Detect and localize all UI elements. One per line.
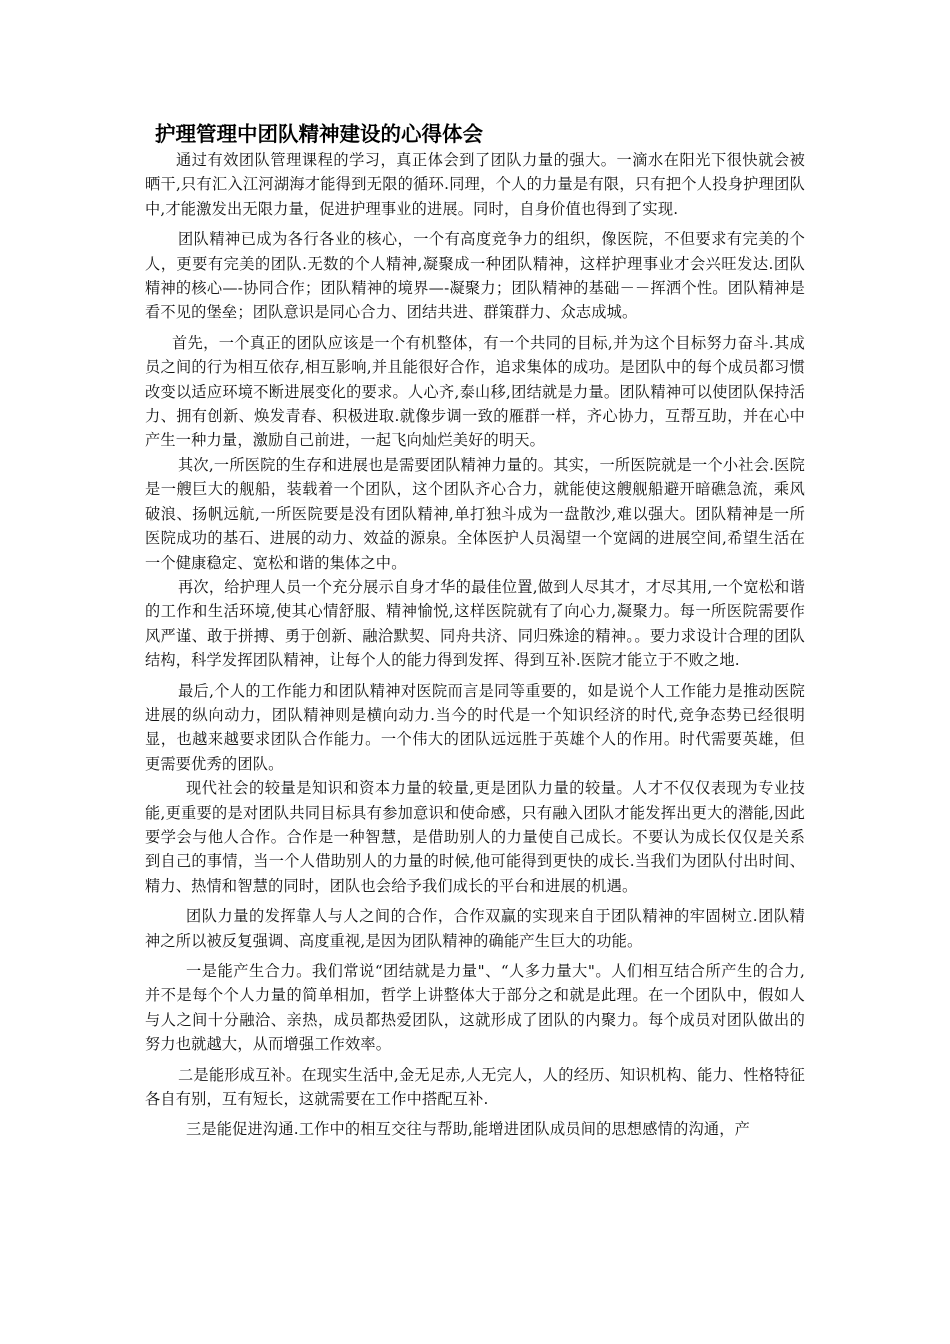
paragraph-5: 再次，给护理人员一个充分展示自身才华的最佳位置,做到人尽其才，才尽其用,一个宽松和谐的工作和生活环境,使其心情舒服、精神愉悦,这样医院就有了向心力,凝聚力。每一所医院需要作风严谨、敢于拼搏、勇于创新、融洽默契、同舟共济、同归殊途的精神。。要力求设计合理的团队结构，科学发挥团队精神，让每个人的能力得到发挥、得到互补.医院才能立于不败之地.: [145, 577, 805, 670]
paragraph-2: 团队精神已成为各行各业的核心，一个有高度竞争力的组织，像医院，不但要求有完美的个人，更要有完美的团队.无数的个人精神,凝聚成一种团队精神，这样护理事业才会兴旺发达.团队精神的核心—-协同合作；团队精神的境界—-凝聚力；团队精神的基础－－挥洒个性。团队精神是看不见的堡垒；团队意识是同心合力、团结共进、群策群力、众志成城。: [145, 230, 805, 322]
paragraph-9: 一是能产生合力。我们常说“团结就是力量"、“人多力量大"。人们相互结合所产生的合力,并不是每个个人力量的简单相加，哲学上讲整体大于部分之和就是此理。在一个团队中，假如人与人之间十分融洽、亲热，成员都热爱团队，这就形成了团队的内聚力。每个成员对团队做出的努力也就越大，从而增强工作效率。: [145, 962, 805, 1054]
document-title: 护理管理中团队精神建设的心得体会: [155, 122, 483, 146]
paragraph-7: 现代社会的较量是知识和资本力量的较量,更是团队力量的较量。人才不仅仅表现为专业技能,更重要的是对团队共同目标具有参加意识和使命感，只有融入团队才能发挥出更大的潜能,因此要学会与他人合作。合作是一种智慧，是借助别人的力量使自己成长。不要认为成长仅仅是关系到自己的事情，当一个人借助别人的力量的时候,他可能得到更快的成长.当我们为团队付出时间、精力、热情和智慧的同时，团队也会给予我们成长的平台和进展的机遇。: [145, 779, 805, 895]
paragraph-8: 团队力量的发挥靠人与人之间的合作，合作双赢的实现来自于团队精神的牢固树立.团队精神之所以被反复强调、高度重视,是因为团队精神的确能产生巨大的功能。: [145, 907, 805, 950]
paragraph-1: 通过有效团队管理课程的学习，真正体会到了团队力量的强大。一滴水在阳光下很快就会被晒干,只有汇入江河湖海才能得到无限的循环.同理，个人的力量是有限，只有把个人投身护理团队中,才能激发出无限力量，促进护理事业的进展。同时，自身价值也得到了实现.: [145, 151, 805, 218]
paragraph-6: 最后,个人的工作能力和团队精神对医院而言是同等重要的，如是说个人工作能力是推动医院进展的纵向动力，团队精神则是横向动力.当今的时代是一个知识经济的时代,竞争态势已经很明显，也越来越要求团队合作能力。一个伟大的团队远远胜于英雄个人的作用。时代需要英雄，但更需要优秀的团队。: [145, 681, 805, 773]
paragraph-10: 二是能形成互补。在现实生活中,金无足赤,人无完人，人的经历、知识机构、能力、性格特征各自有别，互有短长，这就需要在工作中搭配互补.: [145, 1065, 805, 1109]
document-page: [145, 120, 805, 1142]
paragraph-11: 三是能促进沟通.工作中的相互交往与帮助,能增进团队成员间的思想感情的沟通，产: [186, 1120, 751, 1139]
paragraph-3: 首先，一个真正的团队应该是一个有机整体，有一个共同的目标,并为这个目标努力奋斗.其成员之间的行为相互依存,相互影响,并且能很好合作，追求集体的成功。是团队中的每个成员都习惯改变以适应环境不断进展变化的要求。人心齐,泰山移,团结就是力量。团队精神可以使团队保持活力、拥有创新、焕发青春、积极进取.就像步调一致的雁群一样，齐心协力，互帮互助，并在心中产生一种力量，激励自己前进，一起飞向灿烂美好的明天。: [145, 333, 805, 450]
paragraph-4: 其次,一所医院的生存和进展也是需要团队精神力量的。其实，一所医院就是一个小社会.医院是一艘巨大的舰船，装载着一个团队，这个团队齐心合力，就能使这艘舰船避开暗礁急流，乘风破浪、扬帆远航,一所医院要是没有团队精神,单打独斗成为一盘散沙,难以强大。团队精神是一所医院成功的基石、进展的动力、效益的源泉。全体医护人员渴望一个宽阔的进展空间,希望生活在一个健康稳定、宽松和谐的集体之中。: [145, 455, 805, 572]
